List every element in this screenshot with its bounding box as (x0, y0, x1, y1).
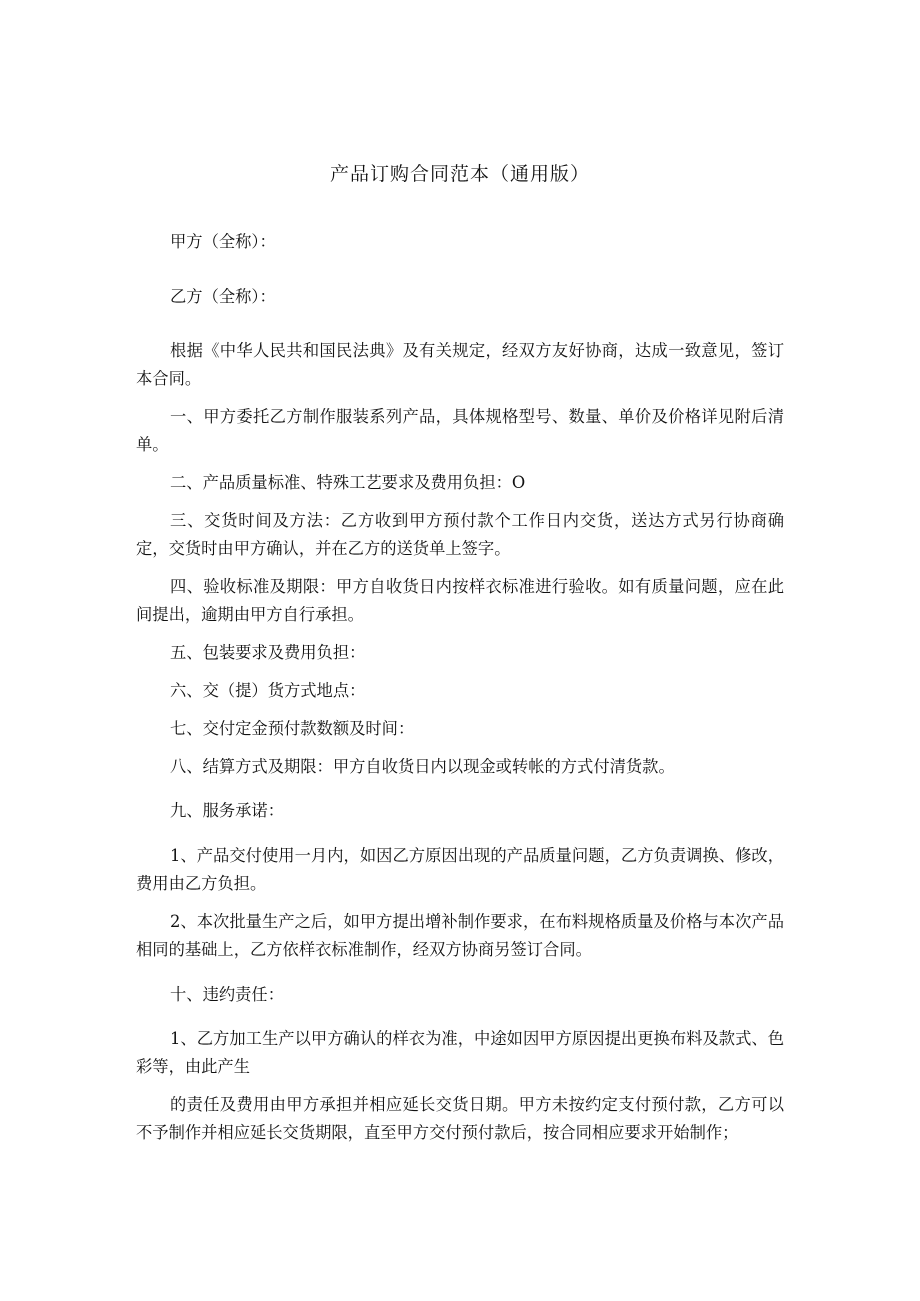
clause-4: 四、验收标准及期限：甲方自收货日内按样衣标准进行验收。如有质量问题，应在此间提出，逾期由甲方自行承担。 (136, 577, 784, 624)
clause-3: 三、交货时间及方法：乙方收到甲方预付款个工作日内交货，送达方式另行协商确定，交货时由甲方确认，并在乙方的送货单上签字。 (136, 511, 784, 558)
clause-10-item-1-continued: 的责任及费用由甲方承担并相应延长交货日期。甲方未按约定支付预付款，乙方可以不予制作并相应延长交货期限，直至甲方交付预付款后，按合同相应要求开始制作； (136, 1095, 784, 1142)
clause-8: 八、结算方式及期限：甲方自收货日内以现金或转帐的方式付清货款。 (170, 757, 675, 776)
preamble-paragraph: 根据《中华人民共和国民法典》及有关规定，经双方友好协商，达成一致意见，签订本合同。 (136, 341, 784, 388)
clause-6: 六、交（提）货方式地点： (170, 681, 366, 700)
document-body (136, 228, 784, 1147)
clause-9-heading: 九、服务承诺： (170, 801, 284, 820)
clause-1: 一、甲方委托乙方制作服装系列产品，具体规格型号、数量、单价及价格详见附后清单。 (136, 407, 784, 454)
clause-10-item-1: 1、乙方加工生产以甲方确认的样衣为准，中途如因甲方原因提出更换布料及款式、色彩等，由此产生 (136, 1029, 784, 1076)
clause-2: 二、产品质量标准、特殊工艺要求及费用负担：O (170, 473, 526, 492)
document-title: 产品订购合同范本（通用版） (329, 163, 590, 185)
clause-7: 七、交付定金预付款数额及时间： (170, 719, 415, 738)
clause-5: 五、包装要求及费用负担： (170, 643, 366, 662)
clause-9-item-2: 2、本次批量生产之后，如甲方提出增补制作要求，在布料规格质量及价格与本次产品相同的基础上，乙方依样衣标准制作，经双方协商另签订合同。 (136, 912, 784, 959)
clause-9-item-1: 1、产品交付使用一月内，如因乙方原因出现的产品质量问题，乙方负责调换、修改，费用由乙方负担。 (136, 846, 784, 893)
clause-10-heading: 十、违约责任： (170, 985, 284, 1004)
party-b-line: 乙方（全称）： (170, 287, 276, 306)
party-a-line: 甲方（全称）： (170, 232, 276, 251)
